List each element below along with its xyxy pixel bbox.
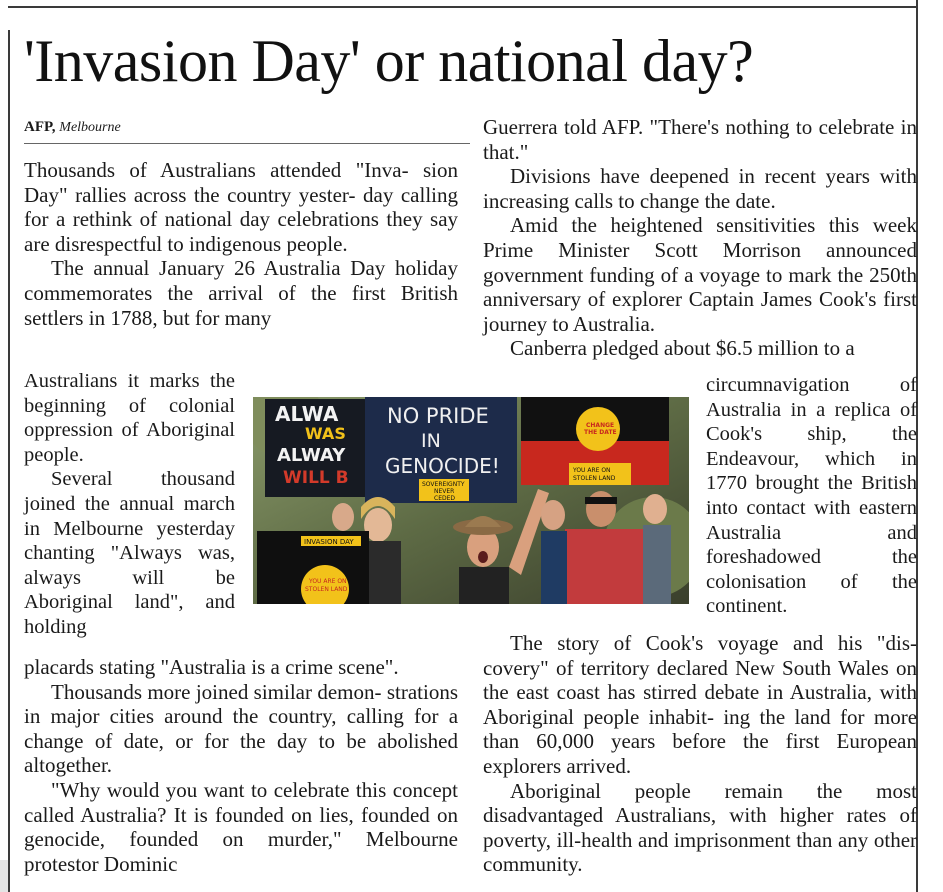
para-5: "Why would you want to celebrate this concept called Australia? It is founded on lies, founded on genocide, founded on murder," Melbourne protestor Dominic (24, 777, 459, 876)
byline-place: Melbourne (59, 120, 121, 135)
para-6: Divisions have deepened in recent years with increasing calls to change the date. (483, 164, 918, 213)
svg-text:YOU ARE ON: YOU ARE ON (309, 578, 347, 585)
svg-text:INVASION DAY: INVASION DAY (304, 538, 354, 546)
svg-text:SOVEREIGNTY: SOVEREIGNTY (422, 481, 465, 488)
column2-bottom (483, 631, 917, 877)
article-headline: 'Invasion Day' or national day? (24, 28, 754, 94)
sign-always-was (265, 399, 365, 497)
column2-top: Guerrera told AFP. "There's nothing to celebrate in that." Divisions have deepened in recent years with increasing calls to change the date. Amid the heightened sensitivities this week Prime Minister Scott Morrison announced government funding of a voyage to mark the 250th anniversary of explorer Captain James Cook's first journey to Australia. Canberra pledged about $6.5 million to a (483, 115, 918, 361)
svg-text:IN: IN (421, 430, 441, 452)
svg-text:STOLEN LAND: STOLEN LAND (573, 475, 616, 482)
svg-text:WAS: WAS (305, 424, 346, 443)
byline-agency: AFP, (24, 119, 56, 135)
stolen-land-sign (569, 463, 631, 485)
svg-text:ALWA: ALWA (275, 402, 339, 426)
para-1: Thousands of Australians attended "Inva- sion Day" rallies across the country yester- day calling for a rethink of national day celebrations they say are disrespectful to indigenous people. (24, 158, 459, 256)
para-2: The annual January 26 Australia Day holiday commemorates the arrival of the first British settlers in 1788, but for many (24, 256, 458, 330)
top-rule (8, 6, 918, 8)
svg-text:THE DATE: THE DATE (584, 429, 617, 436)
svg-text:GENOCIDE!: GENOCIDE! (385, 454, 500, 478)
svg-text:YOU ARE ON: YOU ARE ON (573, 467, 611, 474)
byline (24, 117, 470, 144)
column1-narrow: Australians it marks the beginning of colonial oppression of Aboriginal people. Several thousand joined the annual march in Melbourne yesterday chanting "Always was, always will be Aboriginal land", and holding (24, 370, 235, 638)
column2-narrow: circumnavigation of Australia in a replica of Cook's ship, the Endeavour, which in 1770 brought the British into contact with eastern Australia and foreshadowed the colonisation of the continent. (706, 374, 918, 618)
column1-bottom: placards stating "Australia is a crime scene". Thousands more joined similar demon- strations in major cities around the country, calling for a change of date, or for the day to be abolished altogether. "Why would you want to celebrate this concept called Australia? It is founded on lies, founded on genocide, founded on murder," Melbourne protestor Dominic (24, 655, 459, 876)
svg-text:NO PRIDE: NO PRIDE (387, 404, 489, 428)
svg-text:NEVER: NEVER (434, 488, 455, 495)
left-column-rule (8, 30, 10, 892)
para-8: Canberra pledged about $6.5 million to a (510, 336, 855, 361)
sign-invasion-day (257, 531, 369, 604)
column1-top (24, 158, 458, 330)
svg-text:STOLEN LAND: STOLEN LAND (305, 586, 348, 593)
svg-text:CHANGE: CHANGE (586, 422, 615, 429)
para-7: Amid the heightened sensitivities this week Prime Minister Scott Morrison announced government funding of a voyage to mark the 250th anniversary of explorer Captain James Cook's first journey to Australia. (483, 213, 918, 336)
protest-photo-illustration (253, 397, 689, 604)
protest-photo (253, 397, 689, 604)
para-3: Several thousand joined the annual march in Melbourne yesterday chanting "Always was, always will be Aboriginal land", and holding (24, 468, 235, 638)
page-edge (0, 860, 8, 892)
svg-text:ALWAY: ALWAY (277, 445, 346, 466)
svg-text:WILL B: WILL B (283, 468, 349, 488)
svg-text:CEDED: CEDED (434, 495, 456, 502)
para-4: Thousands more joined similar demon- strations in major cities around the country, calling for a change of date, or for the day to be abolished altogether. (24, 679, 459, 778)
para-9: The story of Cook's voyage and his "dis- covery" of territory declared New South Wales on the east coast has stirred debate in Australia, with Aboriginal people inhabit- ing the land for more than 60,000 years before the first European explorers arrived. (483, 631, 918, 778)
para-10: Aboriginal people remain the most disadvantaged Australians, with higher rates of poverty, ill-health and imprisonment than any other community. (483, 778, 918, 877)
sign-no-pride (365, 397, 517, 503)
